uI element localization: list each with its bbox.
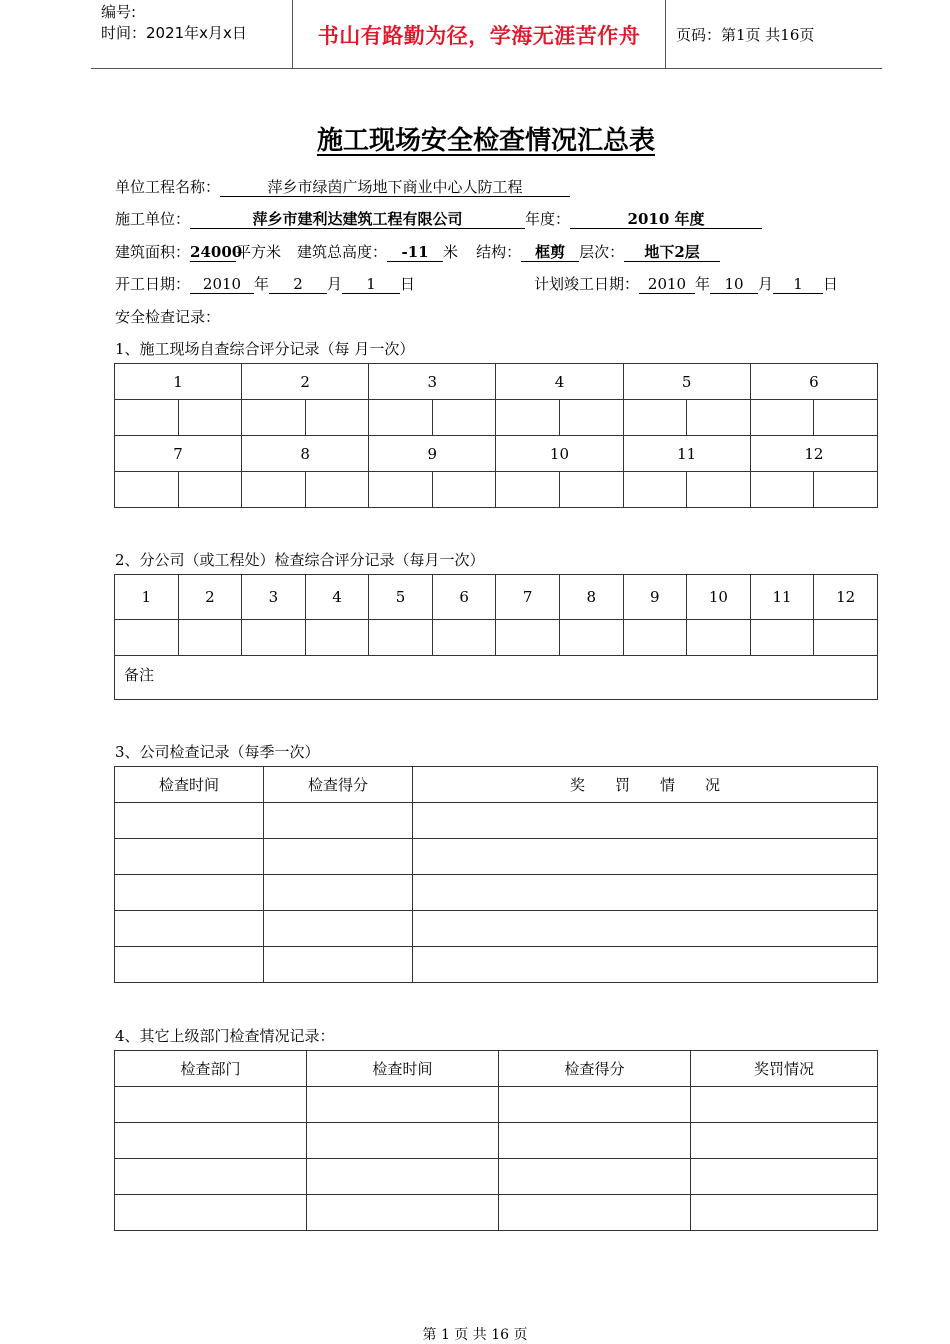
header-row (115, 767, 878, 803)
table-cell[interactable] (307, 1195, 499, 1231)
score-cell[interactable] (814, 400, 878, 436)
score-cell[interactable] (115, 400, 179, 436)
page-title: 施工现场安全检查情况汇总表 (316, 126, 655, 156)
floors-label: 层次： (579, 243, 625, 261)
score-cell[interactable] (496, 620, 560, 656)
table-cell[interactable] (115, 947, 264, 983)
section1-title: 1、施工现场自查综合评分记录（每 月一次） (115, 340, 415, 358)
score-row (115, 400, 878, 436)
score-cell[interactable] (432, 400, 496, 436)
month-cell: 9 (623, 575, 687, 620)
table-cell[interactable] (264, 803, 413, 839)
score-cell[interactable] (559, 620, 623, 656)
month-cell: 2 (242, 364, 369, 400)
header-cell: 检查部门 (115, 1051, 307, 1087)
header-cell: 检查时间 (115, 767, 264, 803)
table-row (115, 839, 878, 875)
structure-label: 结构： (476, 243, 522, 261)
month-cell: 10 (496, 436, 623, 472)
table-cell[interactable] (413, 839, 878, 875)
month-cell: 4 (496, 364, 623, 400)
month-cell: 5 (369, 575, 433, 620)
score-cell[interactable] (242, 400, 306, 436)
score-cell[interactable] (305, 472, 369, 508)
time-label: 时间：2021年x月x日 (101, 24, 247, 42)
score-cell[interactable] (115, 472, 179, 508)
score-cell[interactable] (623, 620, 687, 656)
table-cell[interactable] (413, 875, 878, 911)
score-cell[interactable] (369, 472, 433, 508)
header-cell: 检查得分 (499, 1051, 691, 1087)
project-label: 单位工程名称： (115, 178, 221, 196)
table-cell[interactable] (691, 1087, 878, 1123)
score-cell[interactable] (559, 472, 623, 508)
end-month: 10 (710, 275, 758, 294)
section1-table (114, 363, 878, 508)
score-cell[interactable] (242, 472, 306, 508)
score-cell[interactable] (305, 400, 369, 436)
page-header (91, 0, 882, 69)
section2-title: 2、分公司（或工程处）检查综合评分记录（每月一次） (115, 551, 485, 569)
month-cell: 2 (178, 575, 242, 620)
score-cell[interactable] (814, 472, 878, 508)
month-cell: 7 (115, 436, 242, 472)
score-cell[interactable] (623, 472, 687, 508)
table-cell[interactable] (499, 1159, 691, 1195)
structure-value: 框剪 (521, 243, 579, 262)
score-cell[interactable] (750, 400, 814, 436)
table-row (115, 1087, 878, 1123)
table-cell[interactable] (115, 803, 264, 839)
month-char: 月 (758, 275, 774, 293)
table-cell[interactable] (499, 1123, 691, 1159)
table-cell[interactable] (499, 1195, 691, 1231)
score-cell[interactable] (814, 620, 878, 656)
score-cell[interactable] (115, 620, 179, 656)
year-value: 2010 年度 (570, 210, 762, 229)
score-cell[interactable] (432, 472, 496, 508)
area-value: 24000 (190, 243, 243, 261)
table-cell[interactable] (115, 839, 264, 875)
table-row (115, 1123, 878, 1159)
table-cell[interactable] (307, 1159, 499, 1195)
start-year: 2010 (190, 275, 254, 294)
header-motto: 书山有路勤为径，学海无涯苦作舟 (317, 24, 641, 48)
table-cell[interactable] (307, 1087, 499, 1123)
month-cell: 1 (115, 575, 179, 620)
month-cell: 9 (369, 436, 496, 472)
month-cell: 12 (750, 436, 877, 472)
header-page-label: 页码：第1页 共16页 (676, 26, 815, 44)
table-cell[interactable] (691, 1159, 878, 1195)
table-cell[interactable] (115, 911, 264, 947)
table-row (115, 911, 878, 947)
table-cell[interactable] (413, 911, 878, 947)
area-line (115, 241, 720, 262)
score-cell[interactable] (178, 620, 242, 656)
score-cell[interactable] (496, 400, 560, 436)
score-cell[interactable] (432, 620, 496, 656)
table-cell[interactable] (264, 947, 413, 983)
section4-table (114, 1050, 878, 1231)
table-row (115, 947, 878, 983)
year-char: 年 (254, 275, 270, 293)
table-cell[interactable] (499, 1087, 691, 1123)
builder-value: 萍乡市建利达建筑工程有限公司 (190, 210, 525, 229)
month-cell: 8 (559, 575, 623, 620)
score-cell[interactable] (369, 620, 433, 656)
height-value: -11 (387, 243, 443, 262)
month-cell: 12 (814, 575, 878, 620)
table-cell[interactable] (115, 1195, 307, 1231)
score-cell[interactable] (750, 620, 814, 656)
start-date-line (115, 273, 415, 294)
table-cell[interactable] (264, 911, 413, 947)
table-row (115, 875, 878, 911)
area-unit: 平方米 (236, 243, 282, 261)
month-cell: 4 (305, 575, 369, 620)
day-char: 日 (400, 275, 416, 293)
year-char: 年 (695, 275, 711, 293)
project-value: 萍乡市绿茵广场地下商业中心人防工程 (220, 178, 570, 197)
table-cell[interactable] (413, 947, 878, 983)
table-cell[interactable] (115, 1087, 307, 1123)
month-cell: 3 (242, 575, 306, 620)
section3-title: 3、公司检查记录（每季一次） (115, 743, 320, 761)
score-cell[interactable] (369, 400, 433, 436)
month-cell: 11 (623, 436, 750, 472)
score-cell[interactable] (242, 620, 306, 656)
month-cell: 6 (750, 364, 877, 400)
score-cell[interactable] (496, 472, 560, 508)
header-cell: 检查得分 (264, 767, 413, 803)
table-cell[interactable] (691, 1195, 878, 1231)
area-label: 建筑面积： (115, 243, 191, 261)
header-cell: 奖罚情况 (691, 1051, 878, 1087)
header-cell: 检查时间 (307, 1051, 499, 1087)
table-row (115, 803, 878, 839)
score-cell[interactable] (750, 472, 814, 508)
score-cell[interactable] (559, 400, 623, 436)
day-char: 日 (823, 275, 839, 293)
table-cell[interactable] (115, 875, 264, 911)
table-row (115, 1159, 878, 1195)
header-left (101, 2, 247, 44)
floors-value: 地下2层 (624, 243, 720, 262)
score-cell[interactable] (305, 620, 369, 656)
header-cell: 奖 罚 情 况 (413, 767, 878, 803)
score-row (115, 472, 878, 508)
month-cell: 10 (687, 575, 751, 620)
project-line (115, 176, 570, 197)
start-label: 开工日期： (115, 275, 191, 293)
month-cell: 11 (750, 575, 814, 620)
end-year: 2010 (639, 275, 695, 294)
score-cell[interactable] (687, 620, 751, 656)
end-label: 计划竣工日期： (534, 275, 640, 293)
remark-row (115, 656, 878, 700)
section3-table (114, 766, 878, 983)
month-cell: 7 (496, 575, 560, 620)
end-day: 1 (773, 275, 823, 294)
end-date-line (534, 273, 838, 294)
header-row (115, 1051, 878, 1087)
builder-label: 施工单位： (115, 210, 191, 228)
month-row (115, 575, 878, 620)
page-footer: 第 1 页 共 16 页 (422, 1327, 528, 1343)
builder-line (115, 208, 762, 229)
month-cell: 1 (115, 364, 242, 400)
table-cell[interactable] (413, 803, 878, 839)
year-label: 年度： (525, 210, 571, 228)
score-cell[interactable] (623, 400, 687, 436)
table-cell[interactable] (691, 1123, 878, 1159)
table-cell[interactable] (264, 839, 413, 875)
number-label: 编号: (101, 3, 137, 21)
month-cell: 3 (369, 364, 496, 400)
start-day: 1 (342, 275, 400, 294)
score-cell[interactable] (687, 400, 751, 436)
remark-cell[interactable] (115, 656, 878, 700)
section2-table (114, 574, 878, 700)
score-row (115, 620, 878, 656)
month-cell: 6 (432, 575, 496, 620)
start-month: 2 (269, 275, 327, 294)
table-row (115, 1195, 878, 1231)
header-divider (665, 0, 666, 68)
table-cell[interactable] (264, 875, 413, 911)
score-cell[interactable] (178, 472, 242, 508)
month-row (115, 436, 878, 472)
score-cell[interactable] (178, 400, 242, 436)
table-cell[interactable] (307, 1123, 499, 1159)
month-char: 月 (327, 275, 343, 293)
remark-label: 备注 (124, 666, 155, 684)
section4-title: 4、其它上级部门检查情况记录： (115, 1027, 335, 1045)
month-cell: 8 (242, 436, 369, 472)
month-cell: 5 (623, 364, 750, 400)
table-cell[interactable] (115, 1159, 307, 1195)
score-cell[interactable] (687, 472, 751, 508)
table-cell[interactable] (115, 1123, 307, 1159)
height-label: 建筑总高度： (297, 243, 388, 261)
records-label: 安全检查记录： (115, 308, 221, 326)
month-row (115, 364, 878, 400)
height-unit: 米 (443, 243, 459, 261)
